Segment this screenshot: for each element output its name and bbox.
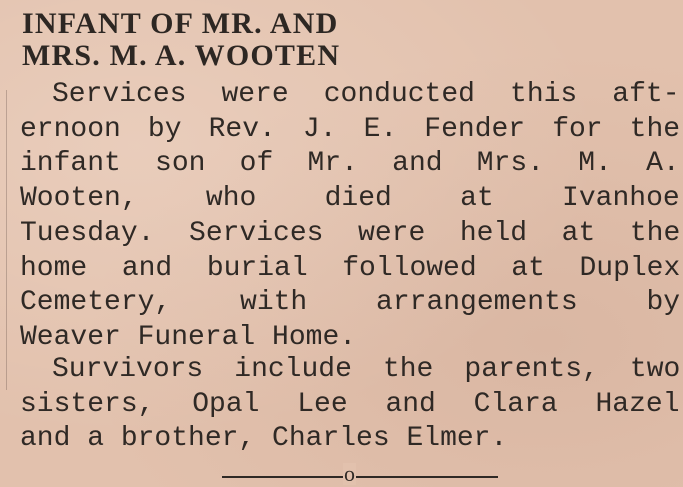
- text-line: Cemetery, with arrangements by: [20, 287, 681, 319]
- text-line: Services were conducted this aft-: [52, 79, 680, 110]
- headline-line: INFANT OF MR. AND: [22, 7, 339, 40]
- article-paragraph: [20, 78, 680, 356]
- survivors-paragraph: [20, 353, 680, 457]
- text-line: Wooten, who died at Ivanhoe: [20, 183, 680, 215]
- headline: [22, 8, 340, 72]
- text-line: infant son of Mr. and Mrs. M. A.: [20, 148, 680, 180]
- text-line: Weaver Funeral Home.: [20, 321, 357, 353]
- headline-line: MRS. M. A. WOOTEN: [22, 39, 341, 72]
- text-line: Survivors include the parents, two: [52, 354, 681, 385]
- text-line: home and burial followed at Duplex: [20, 252, 681, 284]
- text-line: sisters, Opal Lee and Clara Hazel: [20, 388, 680, 420]
- end-rule-ornament: o: [344, 461, 355, 486]
- text-line: and a brother, Charles Elmer.: [20, 423, 508, 455]
- fold-crease: [6, 90, 7, 390]
- end-rule: [222, 476, 498, 478]
- text-line: Tuesday. Services were held at the: [20, 217, 681, 249]
- text-line: ernoon by Rev. J. E. Fender for the: [20, 113, 681, 145]
